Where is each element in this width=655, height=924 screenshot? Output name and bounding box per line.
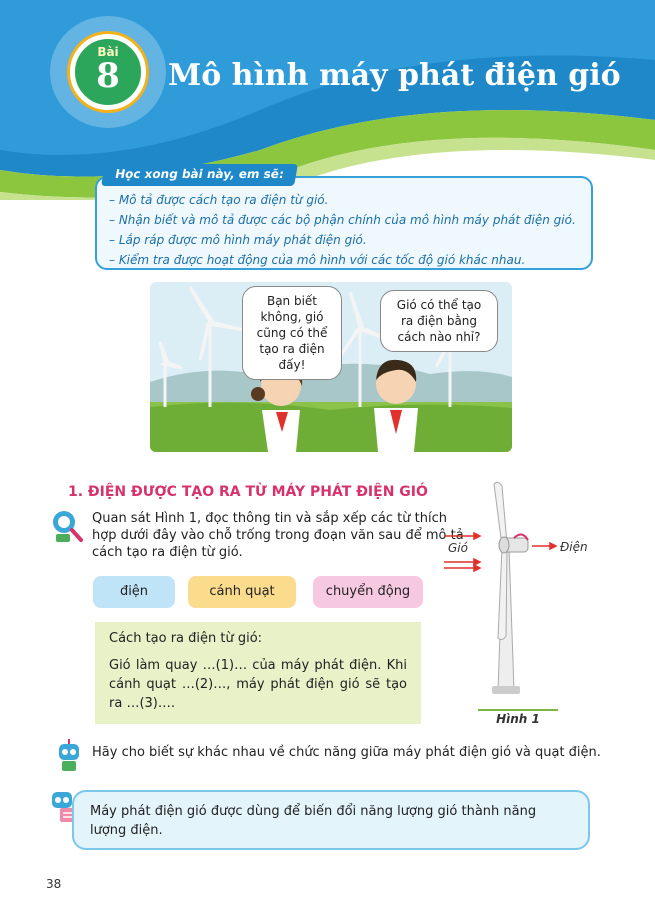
electricity-label: Điện [560, 540, 588, 554]
fill-in-box [95, 622, 421, 724]
fill-title: Cách tạo ra điện từ gió: [109, 631, 263, 646]
section-title: 1. ĐIỆN ĐƯỢC TẠO RA TỪ MÁY PHÁT ĐIỆN GIÓ [68, 484, 428, 500]
robot-icon [54, 738, 84, 772]
lesson-badge [70, 34, 146, 110]
word-card-dien[interactable]: điện [93, 576, 175, 608]
word-card-chuyen-dong[interactable]: chuyển động [313, 576, 423, 608]
lesson-label: Bài [97, 45, 119, 59]
robot-magnifier-icon [50, 506, 84, 544]
objectives-heading: Học xong bài này, em sẽ: [101, 164, 298, 186]
objective-item: – Kiểm tra được hoạt động của mô hình với các tốc độ gió khác nhau. [109, 253, 526, 267]
page-number: 38 [46, 877, 62, 891]
objective-item: – Lắp ráp được mô hình máy phát điện gió. [109, 233, 367, 247]
question-text: Hãy cho biết sự khác nhau về chức năng giữa máy phát điện gió và quạt điện. [92, 745, 601, 760]
summary-box: Máy phát điện gió được dùng để biến đổi năng lượng gió thành năng lượng điện. [72, 790, 590, 850]
page-title: Mô hình máy phát điện gió [168, 58, 621, 93]
girl-speech-bubble: Bạn biết không, gió cũng có thể tạo ra điện đấy! [242, 286, 342, 380]
fill-text: Gió làm quay …(1)… của máy phát điện. Khi cánh quạt …(2)…, máy phát điện gió sẽ tạo ra …(3)…. [109, 658, 407, 711]
wind-turbine-figure [440, 478, 610, 710]
figure-caption: Hình 1 [478, 709, 558, 727]
boy-speech-bubble: Gió có thể tạo ra điện bằng cách nào nhỉ? [380, 290, 498, 352]
instruction-text: Quan sát Hình 1, đọc thông tin và sắp xếp các từ thích hợp dưới đây vào chỗ trống trong đoạn văn sau để mô tả cách tạo ra điện từ gió. [92, 511, 464, 560]
objective-item: – Nhận biết và mô tả được các bộ phận chính của mô hình máy phát điện gió. [109, 213, 576, 227]
objective-item: – Mô tả được cách tạo ra điện từ gió. [109, 193, 329, 207]
word-card-canh-quat[interactable]: cánh quạt [188, 576, 296, 608]
objectives-box [95, 176, 593, 270]
wind-farm-illustration [150, 282, 512, 452]
lesson-number: 8 [96, 56, 120, 96]
wind-label: Gió [448, 541, 468, 555]
